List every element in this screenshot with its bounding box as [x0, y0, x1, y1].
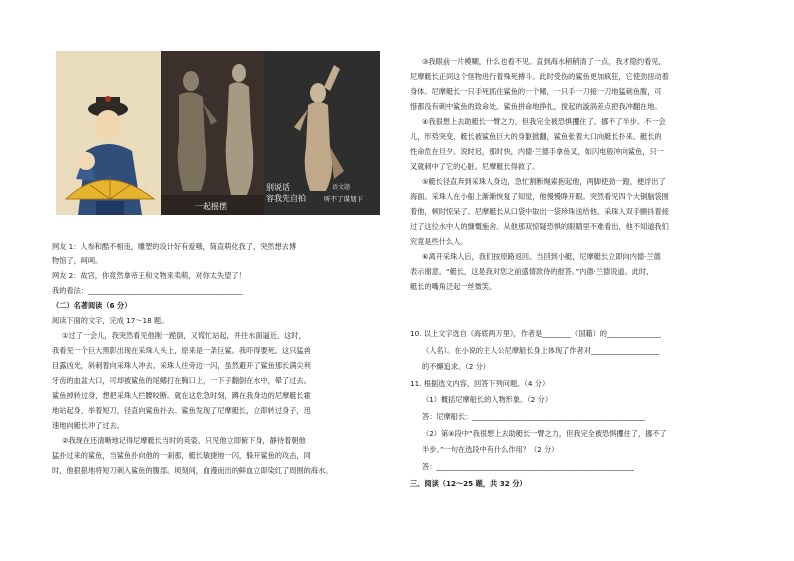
section-heading-reading: 三、阅读（12～25 题，共 32 分）: [410, 479, 527, 488]
dancer-figurine-image: [264, 51, 380, 215]
para2-line1: ②我现在还清晰地记得尼摩艇长当时的英姿，只见他立即俯下身，静待着朝他: [62, 436, 306, 445]
para1-line2: 我看见一个巨大黑影出现在采珠人头上，原来是一条巨鲨。我吓得要死。这只猛兽: [52, 346, 311, 355]
reading-instruction: 阅读下面的文字，完成 17～18 题。: [52, 316, 169, 325]
para1-line4: 牙齿的血盆大口，可却被鲨鱼的尾鳍打在胸口上，一下子翻倒在水中，晕了过去。: [52, 376, 311, 385]
comment-netizen1-line1: 网友 1：人参和酷不相违，雕塑的设计好有爱哦，简直萌化我了，突然想去博: [52, 242, 297, 251]
comment-netizen2: 网友 2：故宫，你竟然拿帝王和文物来卖萌，对你太失望了！: [52, 271, 246, 280]
question11-answer2: 答：_______________________________________________________: [422, 462, 635, 471]
question10-line3: 的不懈追求。（2 分）: [422, 362, 490, 371]
watermark-text: 语文题: [332, 184, 351, 191]
para5-line1: ⑤艇长径直奔到采珠人身边，急忙割断绳索抱起他，两脚使劲一蹬，便浮出了: [422, 177, 666, 186]
para5-line3: 着他，顿时惊呆了。尼摩艇长从口袋中取出一袋珍珠送给他。采珠人双手颤抖着接: [410, 207, 669, 216]
section-heading-classics: （二）名著阅读（6 分）: [52, 301, 132, 310]
image-strip: [56, 51, 380, 215]
comment-netizen1-line2: 物馆了，呵呵。: [52, 256, 103, 265]
caption-right-line1: 别说话: [266, 183, 290, 192]
para4-line3: 性命危在旦夕。说时迟，那时快，内德·兰德手拿鱼叉，如闪电般冲向鲨鱼，只一: [410, 147, 664, 156]
figurines-image: [161, 51, 264, 215]
para3-line1: ③我眼前一片模糊，什么也看不见。直到海水稍稍清了一点，我才隐约看见，: [422, 57, 666, 66]
para4-line4: 叉就刺中了它的心脏。尼摩艇长得救了。: [410, 162, 540, 171]
question10-line1: 10. 以上文字选自《海底两万里》，作者是________（国籍）的_______________: [410, 329, 661, 338]
para2-line2: 猛扑过来的鲨鱼，当鲨鱼扑向他的一刹那，艇长敏捷地一闪，躲开鲨鱼的攻击，同: [52, 451, 311, 460]
emperor-portrait-image: [56, 51, 161, 215]
question11-part1: （1）概括尼摩船长的人物形象。（2 分）: [422, 395, 553, 404]
para3-line3: 身体。尼摩艇长一只手死抓住鲨鱼的一个鳍，一只手一刀接一刀地猛刺鱼腹，可: [410, 87, 662, 96]
question11-heading: 11. 根据选文内容，回答下列问题。（4 分）: [410, 379, 550, 388]
question11-answer1: 答：尼摩船长：________________________________________________: [422, 412, 645, 421]
para5-line5: 究竟是些什么人。: [410, 237, 468, 246]
para5-line2: 海面。采珠人在小船上渐渐恢复了知觉，他慢慢睁开眼。突然看见四个大铜脑袋围: [410, 192, 669, 201]
para3-line2: 尼摩艇长正同这个怪物进行着殊死搏斗。此时受伤的鲨鱼更加疯狂，它使劲扭动着: [410, 72, 669, 81]
question11-part2-line1: （2）第④段中“我很想上去助艇长一臂之力，但我完全被恐惧攫住了，挪不了: [422, 429, 667, 438]
question11-part2-line2: 半步。”一句在选段中有什么作用？（2 分）: [422, 445, 559, 454]
para5-line4: 过了这位水中人的慷慨施舍。从他那双惊疑恐惧的眼睛里不难看出，他不知道我们: [410, 222, 669, 231]
para4-line2: 儿，形势突变，艇长被鲨鱼巨大的身躯掀翻，鲨鱼张着大口向艇长扑来。艇长的: [410, 132, 662, 141]
para4-line1: ④我很想上去助艇长一臂之力，但我完全被恐惧攫住了，挪不了半步。不一会: [422, 117, 666, 126]
para6-line2: 表示谢意。“艇长，这是我对您之前盛情款待的报答。”内德·兰德说道。此时，: [410, 267, 654, 276]
my-opinion-blank: 我的看法：___________________________________________: [52, 286, 243, 295]
para2-line3: 时，他狠狠地将短刀刺入鲨鱼的腹部。顷刻间，血漫而出的鲜血立即染红了周围的海水。: [52, 466, 333, 475]
caption-right-line3: 听不了谋划下: [324, 195, 363, 203]
caption-right-line2: 容我先自拍: [266, 194, 306, 203]
para1-line6: 地站起身，举着短刀，径直向鲨鱼扑去。鲨鱼发现了尼摩艇长，立即转过身子，迅: [52, 406, 311, 415]
para1-line7: 速地向艇长冲了过去。: [52, 421, 124, 430]
para6-line3: 艇长的嘴角泛起一丝微笑。: [410, 282, 497, 291]
para1-line5: 鲨鱼掉转过身，想把采珠人拦腰咬断。就在这危急时刻，蹲在我身边的尼摩艇长霍: [52, 391, 311, 400]
question10-line2: （人名）。在小说的主人公尼摩船长身上体现了作者对___________________: [422, 346, 660, 355]
para3-line4: 惜都没有刺中鲨鱼的致命处。鲨鱼拼命地挣扎，搅起的漩涡差点把我冲翻在地。: [410, 102, 662, 111]
caption-middle: 一起摇摆: [195, 202, 227, 211]
para1-line1: ①过了一会儿，我突然看见他刚一跪倒，又慌忙站起，并往水面逼近。这时，: [62, 331, 306, 340]
para6-line1: ⑥离开采珠人后，我们按原路返回。当回到小艇，尼摩艇长立即向内德·兰德: [422, 252, 661, 261]
para1-line3: 目露凶光，斜刺着向采珠人冲去。采珠人往旁边一闪，虽然避开了鲨鱼那长满尖利: [52, 361, 311, 370]
